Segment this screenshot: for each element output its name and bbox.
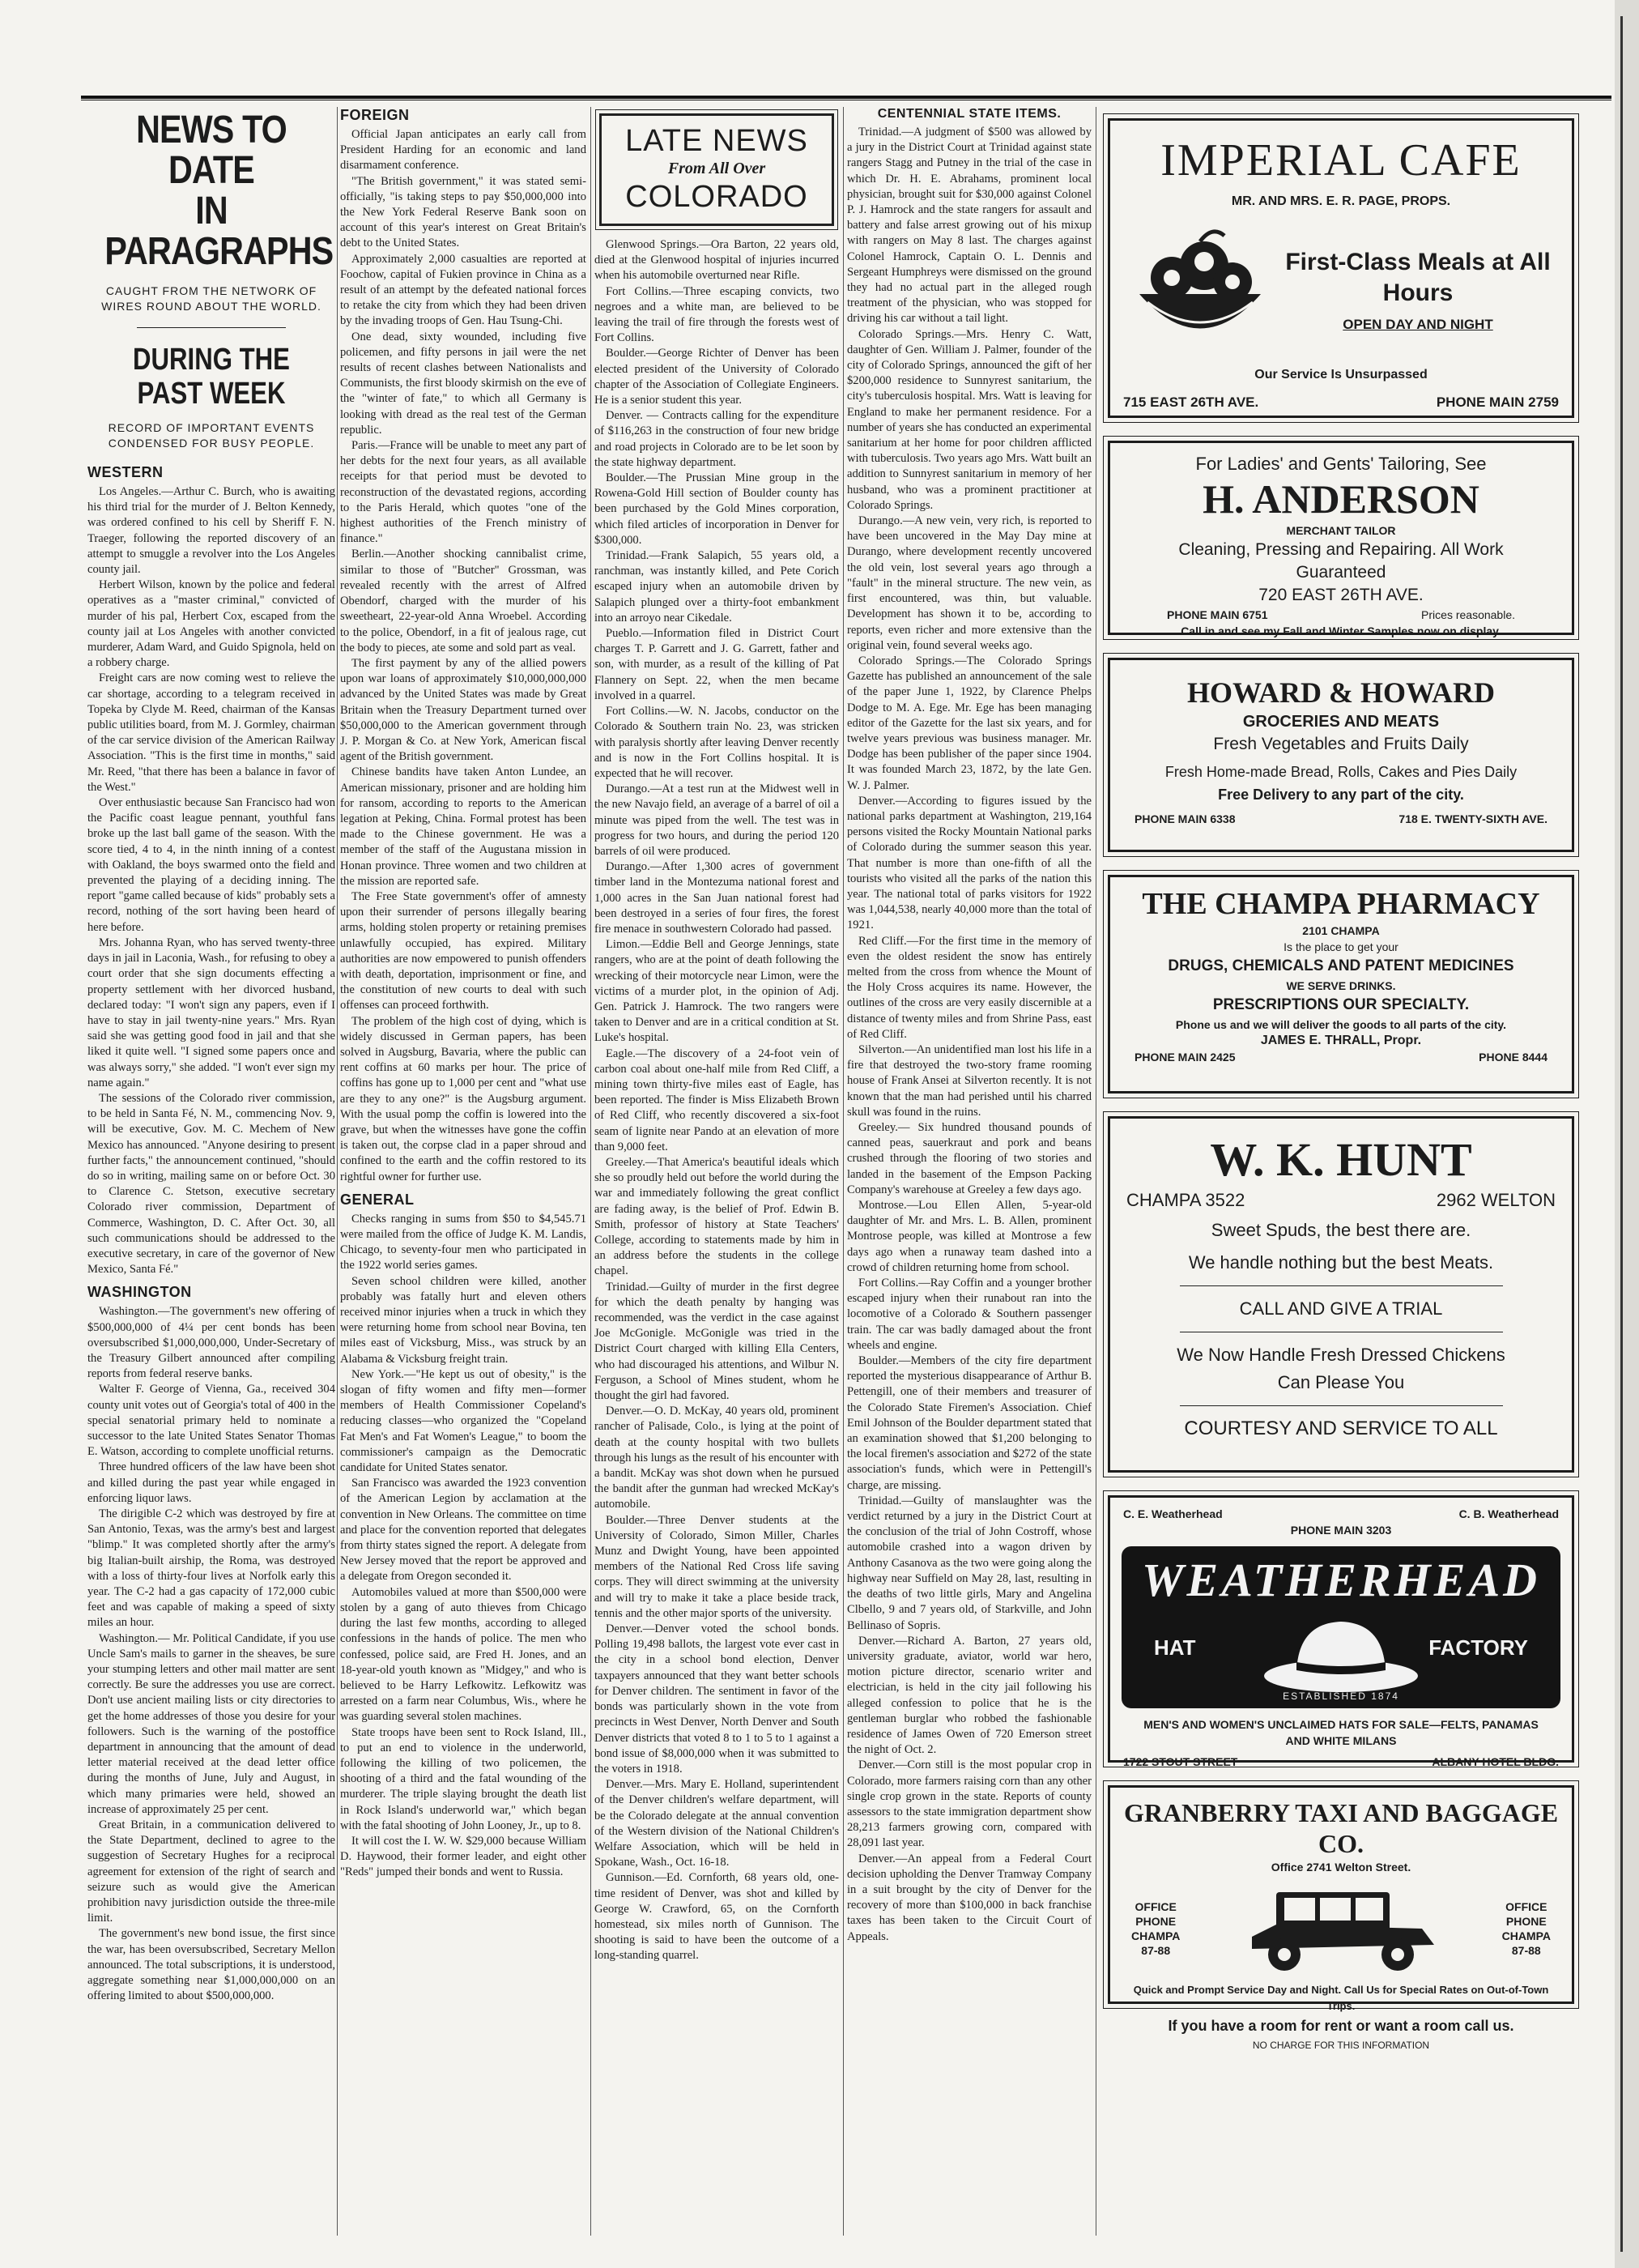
ad-phone-line: CHAMPA (1501, 1929, 1551, 1942)
news-item: Durango.—After 1,300 acres of government timber land in the Montezuma national forest and 1,000 acres in the San Juan national forest had been destroyed in a series of four fires, the forest fire menace in southwestern Colorado had passed. (594, 860, 839, 936)
section-head-centennial: CENTENNIAL STATE ITEMS. (877, 107, 1062, 121)
news-item: New York.—"He kept us out of obesity," is the slogan of fifty women and fifty men—former members of Health Commissioner Copeland's reducing classes—who organized the "Copeland Fat Men's and Fat Women's League," to boom the commissioner's campaign as the Democratic candidate for United States senator. (340, 1367, 586, 1475)
foreign-items (340, 127, 586, 1185)
news-item: Great Britain, in a communication delivered to the State Department, declined to agree to the suggestion of Secretary Hughes for a reciprocal agreement for extension of the right of search and seizure such as would give the American prohibition navy jurisdiction outside the three-mile limit. (87, 1818, 335, 1925)
divider (1180, 1285, 1503, 1286)
ad-line: Fresh Home-made Bread, Rolls, Cakes and Pies Daily (1164, 764, 1518, 780)
ad-hours: OPEN DAY AND NIGHT (1343, 317, 1493, 332)
ad-line: Free Delivery to any part of the city. (1218, 787, 1464, 803)
ad-wk-hunt (1108, 1116, 1574, 1473)
news-item: Durango.—A new vein, very rich, is reported to have been uncovered in the May Day mine at Durango, where development recently uncovered the old vein, lost several years ago through a "fault" in the mineral structure. The new vein, as first encountered, was thin, but valuable. Development has shown it to be, according to reports, even richer and more extensive than the original vein, found several weeks ago. (847, 514, 1092, 652)
late-news-title: LATE NEWS (625, 124, 808, 158)
news-item: Denver.—Corn still is the most popular crop in Colorado, more farmers raising corn than any other single crop grown in the state. Reports of county assessors to the state immigration department show 28,213 farmers growing corn, compared with 28,091 last year. (847, 1759, 1092, 1850)
ad-line: Can Please You (1277, 1372, 1405, 1392)
news-item: Silverton.—An unidentified man lost his life in a fire that destroyed the two-story frame rooming house of Frank Ansei at Silverton recently. It is not known that the man had perished until his charred skull was found in the ruins. (847, 1042, 1092, 1119)
headline-past-week: DURING THE PAST WEEK (133, 343, 290, 411)
ad-title: H. ANDERSON (1203, 476, 1479, 522)
ad-howard-grocery (1108, 658, 1574, 852)
ad-phone-line: PHONE (1505, 1915, 1547, 1928)
ad-line: Sweet Spuds, the best there are. (1211, 1220, 1471, 1240)
ad-phone: PHONE 8444 (1479, 1051, 1547, 1064)
news-item: Eagle.—The discovery of a 24-foot vein of carbon coal about one-half mile from Red Cliff, a mining town thirty-five miles east of Eagle, has been reported. The finder is Miss Elizabeth Brown of Red Cliff, who recently discovered a six-foot seam of lignite near Pando at an elevation of more than 9,000 feet. (594, 1047, 839, 1153)
news-item: Trinidad.—Frank Salapich, 55 years old, a ranchman, was instantly killed, and Pete Corich escaped injury when an automobile driven by Salapich plunged over a thirty-foot embankment into an arroyo near Cikedale. (594, 549, 839, 625)
news-item: The dirigible C-2 which was destroyed by fire at San Antonio, Texas, was the army's best and largest "blimp." It was completed shortly after the army's big Italian-built airship, the Roma, was destroyed with a loss of thirty-four lives at Norfolk early this year. The C-2 had a gas capacity of 172,000 cubic feet and was capable of making a speed of sixty miles an hour. (87, 1507, 335, 1630)
news-item: Limon.—Eddie Bell and George Jennings, state rangers, who are at the point of death following the wrecking of their motorcycle near Limon, were the victims of a murder plot, in the opinion of Adj. Gen. Patrick J. Hamrock. The two rangers were taken to Denver and are in a critical condition at St. Luke's hospital. (594, 938, 839, 1045)
news-item: Glenwood Springs.—Ora Barton, 22 years old, died at the Glenwood hospital of injuries incurred when his automobile overturned near Rifle. (594, 238, 839, 283)
news-item: The sessions of the Colorado river commission, to be held in Santa Fé, N. M., commencing Nov. 9, will be executive, Gov. M. C. Mechem of New Mexico has announced. "Anyone desiring to present further facts," the announcement continued, "should do so in writing, mailing same on or before Oct. 30 to Clarence C. Stetson, executive secretary Colorado river commission, Department of Commerce, Washington, D. C. After Oct. 30, all such communications should be addressed to the executive secretary, in care of the governor of New Mexico, Santa Fé." (87, 1091, 335, 1277)
news-item: Pueblo.—Information filed in District Court charges T. P. Garrett and J. G. Garrett, father and son, with murder, as a result of the killing of Pat Flannery on Sept. 22, when the men became involved in a quarrel. (594, 627, 839, 702)
headline (104, 109, 334, 273)
ad-line: Quick and Prompt Service Day and Night. Call Us for Special Rates on Out-of-Town Trips. (1133, 1984, 1549, 2012)
page-edge (1615, 0, 1639, 2268)
news-item: Washington.— Mr. Political Candidate, if you use Uncle Sam's mails to garner in the sheaves, be sure your stumping letters and other mail matter are sent correctly. Be sure the addresses you use are correct. Don't use ancient mailing lists or city directories to get the home addresses of those you desire for your followers. Such is the warning of the postoffice department in announcing that the amount of dead letter material received at the dead letter office during the months of June, July and August, in which many primaries were held, showed an increase of approximately 25 per cent. (87, 1631, 335, 1816)
ad-phone: PHONE MAIN 2759 (1436, 394, 1559, 410)
ad-line: Fresh Vegetables and Fruits Daily (1213, 735, 1469, 753)
column-rule (843, 107, 844, 2236)
news-item: It will cost the I. W. W. $29,000 because William D. Haywood, their former leader, and eight other "Reds" jumped their bonds and went to Russia. (340, 1834, 586, 1879)
ad-champa-pharmacy (1108, 875, 1574, 1094)
news-item: Trinidad.—Guilty of manslaughter was the verdict returned by a jury in the District Court at the conclusion of the trial of John Costroff, whose automobile crashed into a wagon driven by Anthony Casanova as the two were going along the highway near Suffield on May 28, last, resulting in the deaths of two little girls, Mary and Angelina Clbello, 9 and 7 years old, of Starkville, and John Bellinaso of Sopris. (847, 1494, 1092, 1632)
ad-phone-line: PHONE (1135, 1915, 1177, 1928)
column-foreign-general (340, 107, 586, 2236)
centennial-items (847, 125, 1092, 1945)
news-item: Seven school children were killed, another probably was fatally hurt and eleven others received minor injuries when a truck in which they were returning home from school near Bovina, ten miles east of Vicksburg, Miss., was struck by an Alabama & Vicksburg freight train. (340, 1274, 586, 1366)
column-advertisements (1100, 107, 1582, 2236)
ad-phone: PHONE MAIN 6338 (1135, 812, 1236, 825)
banner-title: WEATHERHEAD (1141, 1554, 1541, 1606)
news-item: Red Cliff.—For the first time in the memory of even the oldest resident the snow has entirely melted from the cross from whence the Mount of the Holy Cross acquires its name. However, the outlines of the cross are very easily discernible at a distance of twenty miles and from Shrine Pass, east of Red Cliff. (847, 934, 1092, 1041)
news-item: Denver.—Mrs. Mary E. Holland, superintendent of the Denver children's welfare department, will be the Colorado delegate at the annual convention of the Western division of the National Children's Welfare Association, which will be held in Spokane, Wash., Oct. 16-18. (594, 1778, 839, 1869)
column-rule (590, 107, 591, 2236)
ad-address: 2962 WELTON (1436, 1190, 1556, 1210)
hat-icon (1260, 1607, 1422, 1696)
ad-weatherhead-hat (1108, 1495, 1574, 1768)
news-item: Freight cars are now coming west to relieve the car shortage, according to a telegram received in Topeka by Clyde M. Reed, chairman of the Kansas public utilities board, from M. J. Gormley, chairman of the car service division of the American Railway Association. "This is the first time in months," said Mr. Reed, "that there has been a balance in favor of the West." (87, 671, 335, 794)
news-item: Official Japan anticipates an early call from President Harding for an economic and land disarmament conference. (340, 128, 586, 173)
news-item: The Free State government's offer of amnesty upon their surrender of persons illegally bearing arms, holding stolen property or retaining premises unlawfully occupied, has expired. Military authorities are now empowered to punish offenders with death, deportation, imprisonment or fine, and the constitution of new courts to deal with such offenses can proceed forthwith. (340, 889, 586, 1013)
news-item: Greeley.—That America's beautiful ideals which she so proudly held out before the world during the war and immediately following the great conflict are fading away, is the belief of Prof. Edwin B. Smith, professor of history at State Teachers' College, according to statements made by him in an address before the students in the college chapel. (594, 1155, 839, 1278)
ad-address: 715 EAST 26TH AVE. (1123, 394, 1259, 410)
top-margin (0, 0, 1639, 96)
ad-phone: PHONE MAIN 6751 (1167, 608, 1268, 621)
section-head-foreign: FOREIGN (340, 107, 410, 123)
subheadline: CAUGHT FROM THE NETWORK OF WIRES ROUND ABOUT THE WORLD. (101, 284, 321, 313)
news-item: Berlin.—Another shocking cannibalist crime, similar to those of "Butcher" Grossman, was revealed recently with the arrest of Alfred Obendorf, charged with the murder of his sweetheart, 22-year-old Anna Wroebel. According to the police, Obendorf, in a fit of jealous rage, cut the body to pieces, ate some and sold part as veal. (340, 548, 586, 654)
ad-line: Is the place to get your (1284, 940, 1398, 953)
ad-phone-line: 87-88 (1141, 1944, 1171, 1957)
column-news-to-date (87, 107, 335, 2236)
news-item: Trinidad.—Guilty of murder in the first degree for which the death penalty by hanging was recommended, was the verdict in the case against Joe McGonigle. McGonigle was tried in the District Court charged with killing Ella Centers, who had discouraged his attentions, and Wilbur N. Ferguson, a School of Mines student, whom he thought the girl had favored. (594, 1280, 839, 1403)
ad-line: WE SERVE DRINKS. (1286, 979, 1396, 992)
divider (137, 327, 286, 328)
late-news-subtitle: From All Over (667, 160, 766, 177)
banner-hat: HAT (1154, 1635, 1196, 1660)
news-item: Automobiles valued at more than $500,000 were stolen by a gang of auto thieves from Chicago during the last few months, according to alleged confessions in the hands of police. The men who confessed, police said, are Fred H. Jones, and an 18-year-old youth known as "Midgey," and who is believed to be Harry Lefkowitz. Lefkowitz was arrested on a farm near Columbus, Wis., where he was guarding several stolen machines. (340, 1585, 586, 1724)
news-item: Fort Collins.—W. N. Jacobs, conductor on the Colorado & Southern train No. 23, was stricken with paralysis shortly after leaving Denver recently and is now in the Fort Collins hospital. It is expected that he will recover. (594, 705, 839, 780)
ad-tagline: First-Class Meals at All Hours (1285, 249, 1551, 306)
news-item: Boulder.—Members of the city fire department reported the mysterious disappearance of Arthur B. Pettengill, one of their members and treasurer of the Colorado State Firemen's Association. Chief Emil Johnson of the Boulder department stated that an examination showed that $1,200 belonging to the local firemen's association and $272 of the state association's funds, which were in Pettengill's charge, are missing. (847, 1354, 1092, 1492)
section-head-western: WESTERN (87, 464, 164, 480)
headline-line: NEWS TO DATE (136, 109, 287, 192)
ad-call: Call in and see my Fall and Winter Samples now on display. (1181, 625, 1501, 637)
ad-anderson-tailor (1108, 441, 1574, 635)
news-item: Washington.—The government's new offering of $500,000,000 of 4¼ per cent bonds has been oversubscribed $1,000,000,000, Under-Secretary of the Treasury Gilbert announced after compiling reports from federal reserve banks. (87, 1305, 335, 1381)
news-item: State troops have been sent to Rock Island, Ill., to put an end to violence in the underworld, following the killing of two policemen, the shooting of a third and the fatal wounding of the murderer. The triple slaying brought the death list in Rock Island's underworld war," which began with the fatal shooting of John Looney, Jr., up to 8. (340, 1725, 586, 1832)
ad-line: Phone us and we will deliver the goods to all parts of the city. (1175, 1018, 1507, 1031)
headline-line: IN PARAGRAPHS (104, 190, 334, 273)
news-item: Montrose.—Lou Ellen Allen, 5-year-old daughter of Mr. and Mrs. L. B. Allen, prominent Montrose people, was killed at Montrose a few days ago when a runaway team dashed into a crowd of children returning home from school. (847, 1199, 1092, 1274)
ad-phone: PHONE MAIN 2425 (1135, 1051, 1236, 1064)
ad-line: DRUGS, CHEMICALS AND PATENT MEDICINES (1168, 957, 1514, 974)
news-item: Chinese bandits have taken Anton Lundee, an American missionary, prisoner and are holding him for ransom, according to reports to the American legation at Peking, China. Formal protest has been made to the Chinese government. He was a member of the staff of the Augustana mission in Honan province. Three women and two children at the mission are reported safe. (340, 765, 586, 888)
ad-granberry-taxi (1108, 1785, 1574, 2051)
section-head-general: GENERAL (340, 1191, 415, 1208)
news-item: San Francisco was awarded the 1923 convention of the American Legion by acclamation at the convention in New Orleans. The committee on time and place for the convention reported that delegates from thirty states signed the report. A delegate from New Jersey moved that the report be approved and a delegate from Oregon seconded it. (340, 1477, 586, 1584)
ad-line: CALL AND GIVE A TRIAL (1239, 1298, 1443, 1319)
news-item: The problem of the high cost of dying, which is widely discussed in German papers, has been solved in Augsburg, Bavaria, where the public can rent coffins at 60 marks per hour. The price of coffins has gone up to 1,000 per cent and "what use are they to any one?" is the Augsburg argument. With the usual pomp the coffin is lowered into the grave, but when the witnesses have gone the coffin is taken out, the corpse clad in a paper shroud and confined to the earth and the coffin restored to its rightful owner for further use. (340, 1014, 586, 1183)
news-item: Colorado Springs.—Mrs. Henry C. Watt, daughter of Gen. William J. Palmer, founder of the city of Colorado Springs, announced the gift of her $200,000 residence to Sunnyrest sanitarium, the city's tuberculosis hospital. Mrs. Watt is leaving for England to make her permanent residence. For a number of years she has conducted an experimental sanitarium at her home for poor children afflicted with tuberculosis. Two years ago Mrs. Watt built an addition to Sunnyrest sanitarium in memory of her husband, who was a prominent practitioner at Colorado Springs. (847, 327, 1092, 512)
ad-owner: C. E. Weatherhead (1123, 1507, 1223, 1520)
ad-phone-block (1131, 1899, 1180, 1958)
late-news-items (594, 237, 839, 1964)
ad-line: COURTESY AND SERVICE TO ALL (1184, 1418, 1498, 1439)
ad-services: Cleaning, Pressing and Repairing. All Work Guaranteed (1178, 540, 1504, 582)
news-item: Boulder.—George Richter of Denver has been elected president of the University of Colorado chapter of the Association of Collegiate Engineers. He is a senior student this year. (594, 347, 839, 407)
ad-phone: CHAMPA 3522 (1126, 1190, 1245, 1210)
ad-props: MR. AND MRS. E. R. PAGE, PROPS. (1231, 194, 1451, 208)
news-item: Paris.—France will be unable to meet any part of her debts for the next four years, as all available receipts for that period must be devoted to reconstruction of the devastated regions, according to the Paris Herald, which quotes "one of the highest authorities of the French ministry of finance." (340, 439, 586, 546)
divider (1180, 1405, 1503, 1406)
news-item: Los Angeles.—Arthur C. Burch, who is awaiting his third trial for the murder of J. Belton Kennedy, was ordered confined to his cell by Sheriff F. N. Traeger, following the reported discovery of an attempt to smuggle a revolver into the Los Angeles county jail. (87, 485, 335, 577)
subheadline: RECORD OF IMPORTANT EVENTS CONDENSED FOR BUSY PEOPLE. (108, 421, 315, 450)
ad-line: We handle nothing but the best Meats. (1188, 1252, 1494, 1273)
fruit-basket-icon (1123, 221, 1277, 359)
taxi-car-icon (1236, 1880, 1446, 1977)
ad-address: 2101 CHAMPA (1302, 924, 1380, 937)
weatherhead-banner (1122, 1546, 1560, 1708)
ad-service: Our Service Is Unsurpassed (1254, 368, 1428, 382)
column-late-news (594, 107, 839, 2236)
ad-line: We Now Handle Fresh Dressed Chickens (1177, 1345, 1505, 1365)
news-item: Denver.—O. D. McKay, 40 years old, prominent rancher of Palisade, Colo., is lying at the point of death at the county hospital with two bullets through his lungs as the result of his encounter with a bandit. McKay was shot down when he pursued the bandit after the gunman had wrecked McKay's automobile. (594, 1405, 839, 1511)
ad-phone: PHONE MAIN 3203 (1290, 1524, 1392, 1537)
ad-line: If you have a room for rent or want a room call us. (1168, 2018, 1514, 2034)
western-items (87, 484, 335, 1277)
news-item: Denver.—Richard A. Barton, 27 years old, university graduate, aviator, world war hero, motion picture director, scenario writer and electrician, is held in the city jail following his alleged confession to police that he is the gentleman burglar who robbed the fashionable residence of James Owen of 720 Emerson street the night of Oct. 2. (847, 1634, 1092, 1757)
news-item: Denver.—An appeal from a Federal Court decision upholding the Denver Tramway Company in a suit brought by the city of Denver for the recovery of more than $100,000 in back franchise taxes has been taken to the Circuit Court of Appeals. (847, 1852, 1092, 1943)
news-item: Boulder.—The Prussian Mine group in the Rowena-Gold Hill section of Boulder county has been purchased by the Gold Mines corporation, which filed articles of incorporation in Denver for $300,000. (594, 471, 839, 547)
news-item: Colorado Springs.—The Colorado Springs Gazette has published an announcement of the sale of the paper June 1, 1922, by Clarence Phelps Dodge to M. A. Ege. Mr. Ege has been managing editor of the Gazette for the last six years, and for twelve years previous was business manager. Mr. Dodge has been publisher of the paper since 1904. It was founded March 23, 1872, by the late Gen. W. J. Palmer. (847, 654, 1092, 792)
ad-line: GROCERIES AND MEATS (1242, 713, 1440, 731)
general-items (340, 1212, 586, 1881)
ad-subtitle: MERCHANT TAILOR (1286, 524, 1396, 537)
news-item: Walter F. George of Vienna, Ga., received 304 county unit votes out of Georgia's total of 400 in the special senatorial primary held to nominate a successor to the late United States Senator Thomas E. Watson, according to complete unofficial returns. (87, 1383, 335, 1459)
column-rule (337, 107, 338, 2236)
ad-address: 1722 STOUT STREET (1123, 1755, 1238, 1768)
ad-line: NO CHARGE FOR THIS INFORMATION (1252, 2040, 1430, 2051)
news-item: The government's new bond issue, the first since the war, has been oversubscribed, Secretary Mellon announced. The total subscriptions, it is understood, aggregate something near $1,000,000,000 on an offering limited to about $500,000,000. (87, 1927, 335, 2003)
ad-phone-line: 87-88 (1511, 1944, 1541, 1957)
news-item: Greeley.— Six hundred thousand pounds of canned peas, sauerkraut and pork and beans crushed through the flooring of two stories and landed in the basement of the Empson Packing Company's warehouse at Greeley a few days ago. (847, 1121, 1092, 1196)
ad-office: Office 2741 Welton Street. (1271, 1861, 1411, 1874)
news-item: Trinidad.—A judgment of $500 was allowed by a jury in the District Court at Trinidad against state rangers Stagg and Putney in the trial of the case in which Dr. H. E. Abrahams, prominent local physician, brought suit for $30,000 against Colonel P. J. Hamrock and the state rangers for assault and battery and false arrest growing out of his mixup with rangers on May 8 last. The charges against Colonel Hamrock, Captain O. L. Dennis and Sergeant Humphreys were dismissed on the ground they had no actual part in the alleged rough treatment of the physician, who was stopped for driving his car without a tail light. (847, 126, 1092, 326)
news-item: Three hundred officers of the law have been shot and killed during the past year while engaged in enforcing liquor laws. (87, 1460, 335, 1505)
news-item: Mrs. Johanna Ryan, who has served twenty-three days in jail in Laconia, Wash., for refusing to obey a court order that she sign documents effecting a property settlement with her divorced husband, declared today: "I won't sign any papers, even if I have to stay in jail twenty-nine years." Mrs. Ryan said she was getting good food in jail and that she liked it quite well. "I signed some papers once and was always sorry," she added. "I won't ever sign my name again." (87, 936, 335, 1089)
news-item: Durango.—At a test run at the Midwest well in the new Navajo field, an average of a barrel of oil a minute was piped from the well. The test was in progress for two hours, and during the period 120 barrels of oil were produced. (594, 782, 839, 858)
news-item: Fort Collins.—Three escaping convicts, two negroes and a white man, are believed to be leaving the trail of fire through the forests west of Fort Collins. (594, 284, 839, 345)
page-edge-line (1620, 16, 1623, 2252)
washington-items (87, 1304, 335, 2004)
news-item: Gunnison.—Ed. Cornforth, 68 years old, one-time resident of Denver, was shot and killed by George W. Crawford, 65, on the Cornforth homestead, six miles north of Gunnison. The shooting is said to have been the outcome of a long-standing quarrel. (594, 1871, 839, 1963)
ad-title: W. K. HUNT (1210, 1133, 1472, 1186)
ad-address: 718 E. TWENTY-SIXTH AVE. (1398, 812, 1547, 825)
late-news-colorado: COLORADO (625, 180, 808, 214)
ad-phone-line: CHAMPA (1131, 1929, 1181, 1942)
ad-address: 720 EAST 26TH AVE. (1258, 586, 1424, 604)
news-item: Denver.—Denver voted the school bonds. Polling 19,498 ballots, the largest vote ever cast in the city in a school bond election, Denver taxpayers announced that they want better schools for Denver children. The sentiment in favor of the bonds was particularly shown in the vote from precincts in West Denver, North Denver and South Denver districts that voted 8 to 1 to 5 to 1 against a bond issue of $8,000,000 when it was submitted to the voters in 1918. (594, 1622, 839, 1776)
ad-line: PRESCRIPTIONS OUR SPECIALTY. (1212, 996, 1470, 1013)
news-item: Boulder.—Three Denver students at the University of Colorado, Simon Miller, Charles Munz and Dwight Young, have been appointed members of the National Red Cross life saving corps. They will direct swimming at the university and will try to make it take a place beside track, tennis and the other major sports of the university. (594, 1513, 839, 1620)
ad-title: HOWARD & HOWARD (1186, 676, 1495, 709)
ad-proprietor: JAMES E. THRALL, Propr. (1260, 1034, 1422, 1047)
ad-line: MEN'S AND WOMEN'S UNCLAIMED HATS FOR SALE—FELTS, PANAMAS AND WHITE MILANS (1143, 1718, 1539, 1747)
news-item: "The British government," it was stated semi-officially, "is taking steps to pay $50,000,000 into the New York Federal Reserve Bank soon on account of this year's interest on Great Britain's debt to the United States. (340, 174, 586, 250)
ad-phone-line: OFFICE (1505, 1900, 1547, 1913)
news-item: Denver.—According to figures issued by the national parks department at Washington, 219,164 persons visited the Rocky Mountain National parks of Colorado during the summer season this year. That number is more than one-fifth of all the tourists who visited all the parks of the nation this year. The national total of parks visitors for 1922 was 1,044,538, nearly 40,000 more than the total of 1921. (847, 794, 1092, 932)
ad-phone-block (1502, 1899, 1551, 1958)
ad-phone-line: OFFICE (1135, 1900, 1177, 1913)
masthead-rule (81, 96, 1611, 100)
banner-established: ESTABLISHED 1874 (1283, 1690, 1399, 1702)
news-item: The first payment by any of the allied powers upon war loans of approximately $10,000,000,000 advanced by the United States was made by Great Britain when the Treasury Department turned over $50,000,000 to the American government through J. P. Morgan & Co. at New York, American fiscal agent of the British government. (340, 656, 586, 764)
ad-prices: Prices reasonable. (1421, 608, 1515, 621)
ad-owner: C. B. Weatherhead (1458, 1507, 1559, 1520)
ad-title: GRANBERRY TAXI AND BAGGAGE CO. (1123, 1798, 1559, 1858)
news-item: Herbert Wilson, known by the police and federal operatives as a "master criminal," convicted of murder of his pal, Herbert Cox, escaped from the county jail at Los Angeles with another convicted murderer, Adam Ward, and Guido Spignola, held on a robbery charge. (87, 578, 335, 670)
ad-intro: For Ladies' and Gents' Tailoring, See (1195, 454, 1487, 474)
column-centennial (847, 107, 1092, 2236)
late-news-box (599, 113, 834, 226)
ad-address: ALBANY HOTEL BLDG. (1432, 1755, 1559, 1768)
news-item: One dead, sixty wounded, including five policemen, and fifty persons in jail were the net results of recent clashes between Nationalists and Communists, the first bloody skirmish on the eve of the "winter of fate," to which all Germany is looking with dread as the real test of the German republic. (340, 330, 586, 437)
section-head-washington: WASHINGTON (87, 1284, 192, 1301)
news-item: Denver. — Contracts calling for the expenditure of $116,263 in the construction of four new bridge and road projects in Colorado are to be let soon by the state highway department. (594, 409, 839, 469)
news-item: Approximately 2,000 casualties are reported at Foochow, capital of Fukien province in China as a result of an attempt by the defeated national forces to retake the city from which they had been driven by the invading troops of Gen. Hau Tsung-Chi. (340, 252, 586, 328)
ad-imperial-cafe (1108, 118, 1574, 418)
news-item: Over enthusiastic because San Francisco had won the Pacific coast league pennant, youthful fans broke up the last ball game of the season. With the score tied, 4 to 4, in the ninth inning of a contest with Oakland, the boys swarmed onto the field and prevented the playing of a deciding inning. The report "game called because of kids" probably sets a record, nothing of the sort having been heard of here before. (87, 796, 335, 934)
news-item: Checks ranging in sums from $50 to $4,545.71 were mailed from the office of Judge K. M. Landis, Chicago, to seventy-four men who participated in the 1922 world series games. (340, 1212, 586, 1273)
news-item: Fort Collins.—Ray Coffin and a younger brother escaped injury when their runabout ran into the locomotive of a Colorado & Southern passenger train. The car was badly damaged about the front wheels and engine. (847, 1277, 1092, 1352)
ad-title: THE CHAMPA PHARMACY (1142, 887, 1540, 921)
banner-factory: FACTORY (1428, 1635, 1528, 1660)
ad-title: IMPERIAL CAFE (1160, 135, 1522, 185)
